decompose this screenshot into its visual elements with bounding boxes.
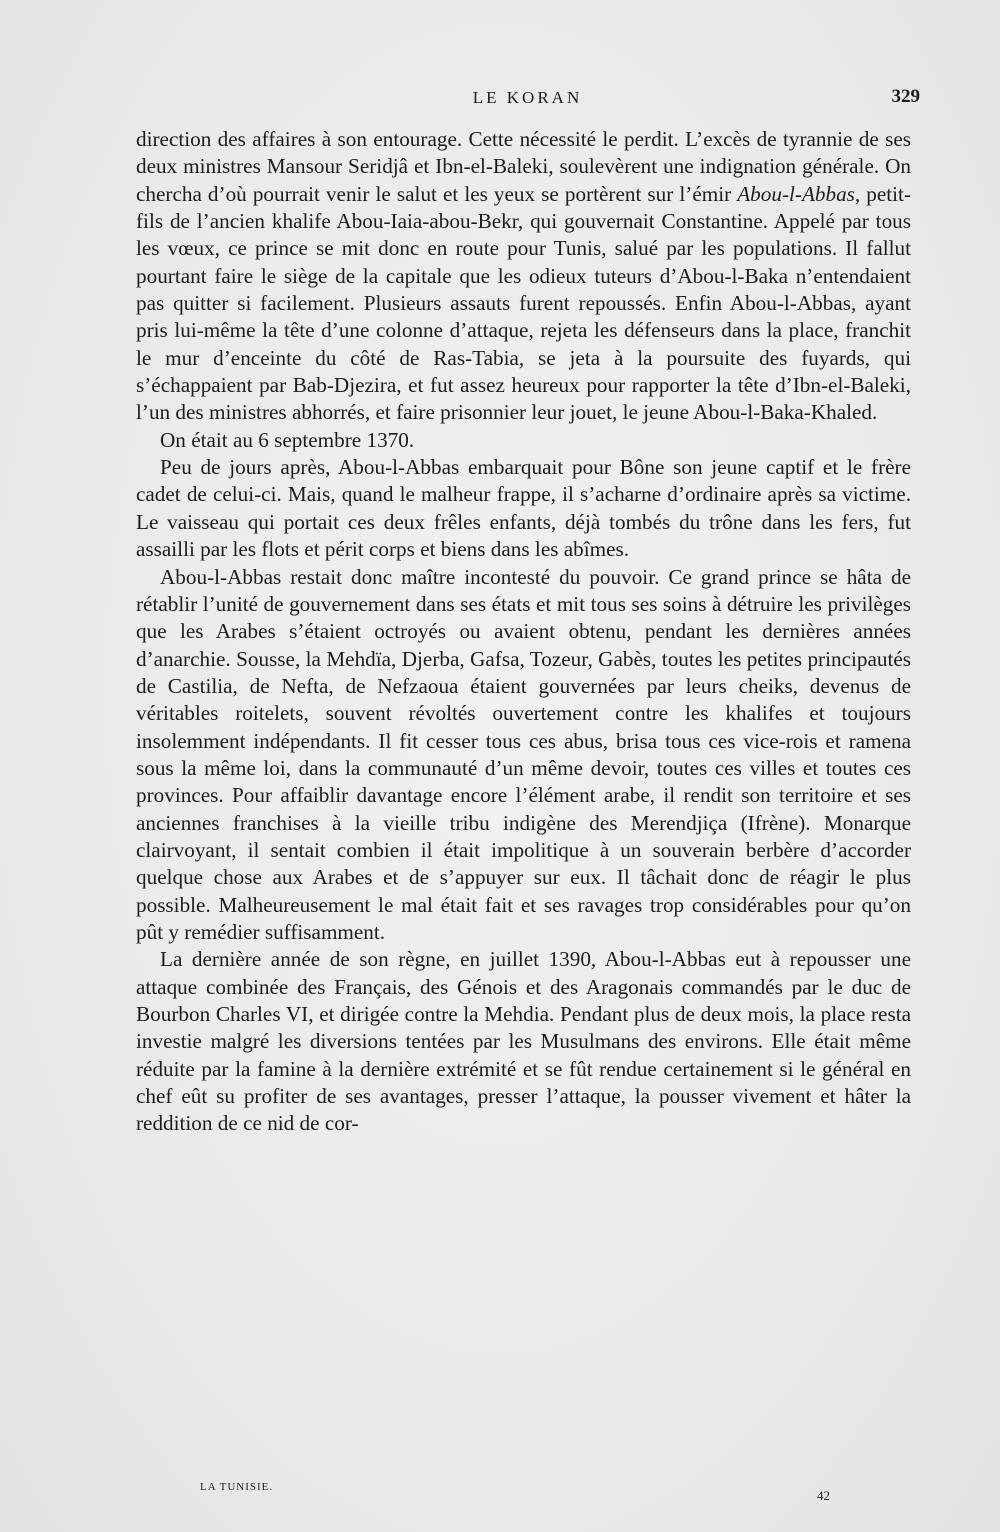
page-number: 329 bbox=[891, 86, 920, 107]
paragraph bbox=[136, 946, 911, 1137]
paragraph bbox=[136, 126, 911, 427]
paragraph-text: Peu de jours après, Abou-l-Abbas embarquait pour Bône son jeune captif et le frère cadet de celui-ci. Mais, quand le malheur frappe, il s’acharne d’ordinaire après sa victime. Le vaisseau qui portait ces deux frêles enfants, déjà tombés du trône dans les fers, fut assailli par les flots et périt corps et biens dans les abîmes. bbox=[136, 455, 911, 562]
paragraph-text: Abou-l-Abbas restait donc maître incontesté du pouvoir. Ce grand prince se hâta de rétablir l’unité de gouvernement dans ses états et mit tous ses soins à détruire les privilèges que les Arabes s’étaient octroyés ou avaient obtenu, pendant les dernières années d’anarchie. Sousse, la Mehdïa, Djerba, Gafsa, Tozeur, Gabès, toutes les petites principautés de Castilia, de Nefta, de Nefzaoua étaient gouvernées par leurs cheiks, devenus de véritables roitelets, souvent révoltés ouvertement contre les khalifes et toujours insolemment indépendants. Il fit cesser tous ces abus, brisa tous ces vice-rois et ramena sous la même loi, dans la communauté d’un même devoir, toutes ces villes et toutes ces provinces. Pour affaiblir davantage encore l’élément arabe, il rendit son territoire et ses anciennes franchises à la vieille tribu indigène des Merendjiça (Ifrène). Monarque clairvoyant, il sentait combien il était impolitique à un souverain berbère d’accorder quelque chose aux Arabes et de s’appuyer sur eux. Il tâchait donc de réagir le plus possible. Malheureusement le mal était fait et ses ravages trop considérables pour qu’on pût y remédier suffisamment. bbox=[136, 564, 911, 944]
paragraph bbox=[136, 454, 911, 563]
paragraph bbox=[136, 427, 911, 454]
paragraph-text: On était au 6 septembre 1370. bbox=[160, 427, 415, 452]
paragraph-text: direction des affaires à son entourage. Cette nécessité le perdit. L’excès de tyrannie de ses deux ministres Mansour Seridjâ et Ibn-el-Baleki, soulevèrent une indignation générale. On chercha d’où pourrait venir le salut et les yeux se portèrent sur l’émir bbox=[136, 127, 911, 206]
paragraph-text: La dernière année de son règne, en juillet 1390, Abou-l-Abbas eut à repousser une attaque combinée des Français, des Génois et des Aragonais commandés par le duc de Bourbon Charles VI, et dirigée contre la Mehdia. Pendant plus de deux mois, la place resta investie malgré les diversions tentées par les Musulmans des environs. Elle était même réduite par la famine à la dernière extrémité et se fût rendue certainement si le général en chef eût su profiter de ses avantages, presser l’attaque, la pousser vivement et hâter la reddition de ce nid de cor- bbox=[136, 947, 911, 1136]
footer-sheet-number: 42 bbox=[817, 1488, 830, 1503]
running-title: LE KORAN bbox=[472, 88, 583, 107]
body-text bbox=[136, 126, 911, 1138]
paragraph bbox=[136, 564, 911, 947]
italic-name: Abou-l-Abbas bbox=[737, 181, 855, 206]
footer-signature: LA TUNISIE. bbox=[200, 1481, 274, 1493]
paragraph-text: , petit-fils de l’ancien khalife Abou-Iaia-abou-Bekr, qui gouvernait Constantine. Appelé par tous les vœux, ce prince se mit donc en route pour Tunis, salué par les populations. Il fallut pourtant faire le siège de la capitale que les odieux tuteurs d’Abou-l-Baka n’entendaient pas quitter si facilement. Plusieurs assauts furent repoussés. Enfin Abou-l-Abbas, ayant pris lui-même la tête d’une colonne d’attaque, rejeta les défenseurs dans la place, franchit le mur d’enceinte du côté de Ras-Tabia, se jeta à la poursuite des fuyards, qui s’échappaient par Bab-Djezira, et fut assez heureux pour rapporter la tête d’Ibn-el-Baleki, l’un des ministres abhorrés, et faire prisonnier leur jouet, le jeune Abou-l-Baka-Khaled. bbox=[136, 181, 911, 425]
running-head bbox=[135, 86, 920, 114]
